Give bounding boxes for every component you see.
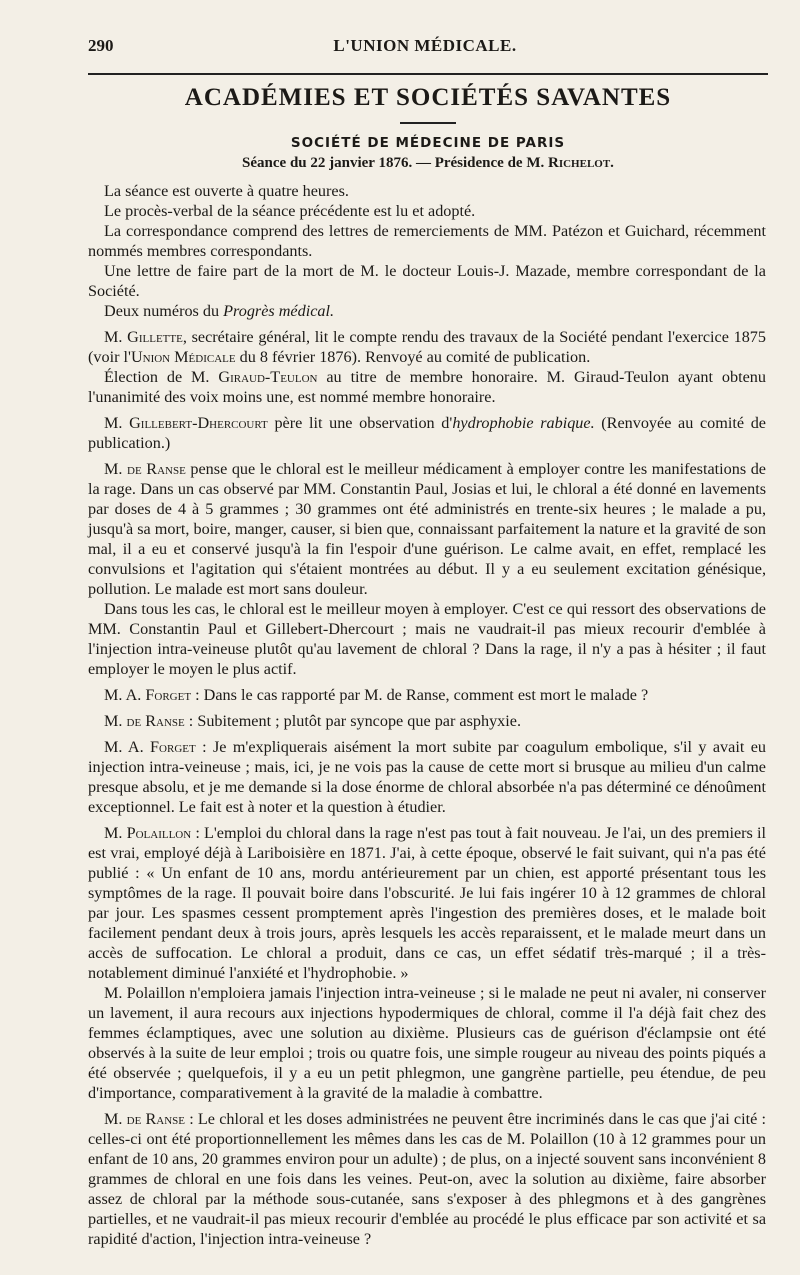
society-name: SOCIÉTÉ DE MÉDECINE DE PARIS <box>290 135 566 151</box>
text-run: M. <box>104 328 128 346</box>
paragraph-forget-1 <box>88 685 766 705</box>
observation-title: hydrophobie rabique. <box>452 414 595 432</box>
paragraph-opening: La séance est ouverte à quatre heures. <box>104 182 349 200</box>
speaker-name: de Ranse <box>127 460 186 478</box>
running-head <box>80 36 770 58</box>
text-run: M. A. <box>104 686 146 704</box>
paragraph-journals <box>88 301 766 321</box>
session-line <box>88 155 768 172</box>
paragraph-polaillon-2: M. Polaillon n'emploiera jamais l'injection intra-veineuse ; si le malade ne peut ni avaler, ni conserver un lavement, il aura recours aux injections hypodermiques de chloral, comme il l'a déjà fait chez des femmes éclamptiques, avec une solution au dixième. Plusieurs cas de guérison d'éclampsie ont été observés à la suite de leur emploi ; trois ou quatre fois, une simple rougeur au niveau des points piqués a été observée ; quelquefois, il y a eu un petit phlegmon, une gangrène partielle, peu étendue, de peu d'importance, comparativement à la gravité de la maladie à combattre. <box>88 984 766 1102</box>
paragraph-correspondence: La correspondance comprend des lettres de remerciements de MM. Patézon et Guichard, récemment nommés membres correspondants. <box>88 222 766 260</box>
paragraph-de-ranse-1 <box>88 459 766 599</box>
journal-name: Union Médicale <box>130 348 236 366</box>
text-run: : Dans le cas rapporté par M. de Ranse, comment est mort le malade ? <box>191 686 649 704</box>
paragraph-gillette <box>88 327 766 367</box>
text-run: M. <box>104 712 127 730</box>
paragraph-election <box>88 367 766 407</box>
speaker-name: Gillebert-Dhercourt <box>129 414 268 432</box>
text-run: (Renvoyée au comité de publication.) <box>88 414 766 452</box>
text-run: : Le chloral et les doses administrées ne peuvent être incriminés dans le cas que j'ai cité : celles-ci ont été proportionnellement les mêmes dans les cas de M. Polaillon (10 à 12 grammes pour un enfant de 10 ans, 20 grammes environ pour un adulte) ; de plus, on a injecté souvent sans inconvénient 8 grammes de chloral en une fois dans les veines. Peut-on, avec la solution au dixième, faire absorber assez de chloral par la méthode sous-cutanée, sans s'exposer à des phlegmons et à des gangrènes partielles, et ne vaudrait-il pas mieux recourir d'emblée au procédé le plus efficace par son activité et sa rapidité d'action, l'injection intra-veineuse ? <box>88 1110 766 1248</box>
minutes-text <box>88 181 766 1249</box>
journal-name: Progrès médical. <box>223 302 335 320</box>
text-run: M. A. <box>104 738 151 756</box>
text-run: , secrétaire général, lit le compte rendu des travaux de la Société pendant l'exercice 1875 (voir l' <box>88 328 766 366</box>
speaker-name: de Ranse <box>126 712 185 730</box>
text-run: M. <box>104 824 127 842</box>
speaker-name: Polaillon <box>126 824 192 842</box>
text-run: père lit une observation d' <box>267 414 453 432</box>
speaker-name: de Ranse <box>126 1110 186 1128</box>
paragraph-de-ranse-2: Dans tous les cas, le chloral est le meilleur moyen à employer. C'est ce qui ressort des observations de MM. Constantin Paul et Gillebert-Dhercourt ; mais ne vaudrait-il pas mieux recourir d'emblée à l'injection intra-veineuse plutôt qu'au lavement de chloral ? Dans la rage, il n'y a pas à hésiter ; il faut employer le moyen le plus actif. <box>88 600 766 678</box>
paragraph-de-ranse-3 <box>88 711 766 731</box>
text-run: au titre de membre honoraire. M. Giraud-Teulon ayant obtenu l'unanimité des voix moins une, est nommé membre honoraire. <box>88 368 766 406</box>
paragraph-de-ranse-4 <box>88 1109 766 1249</box>
paragraph-forget-2 <box>88 737 766 817</box>
title-rule <box>400 122 456 124</box>
section-title: ACADÉMIES ET SOCIÉTÉS SAVANTES <box>184 84 672 111</box>
text-run: M. <box>104 414 130 432</box>
text-run: Élection de M. <box>104 368 219 386</box>
text-run: M. <box>104 1110 127 1128</box>
journal-title: L'UNION MÉDICALE. <box>333 36 517 55</box>
text-run: M. <box>104 460 128 478</box>
header-rule <box>88 73 768 75</box>
paragraph-death-notice: Une lettre de faire part de la mort de M. le docteur Louis-J. Mazade, membre correspondant de la Société. <box>88 262 766 300</box>
member-name: Giraud-Teulon <box>218 368 318 386</box>
text-run: : Subitement ; plutôt par syncope que par asphyxie. <box>184 712 522 730</box>
paragraph-gillebert <box>88 413 766 453</box>
paragraph-minutes-adopted: Le procès-verbal de la séance précédente est lu et adopté. <box>104 202 476 220</box>
text-run: du 8 février 1876). Renvoyé au comité de publication. <box>235 348 591 366</box>
speaker-name: Gillette <box>127 328 183 346</box>
text-run: pense que le chloral est le meilleur médicament à employer contre les manifestations de la rage. Dans un cas observé par MM. Constantin Paul, Josias et lui, le chloral a été donné en lavements par doses de 4 à 5 grammes ; 30 grammes ont été administrés en trente-six heures ; le malade a pu, jusqu'à sa mort, boire, manger, causer, si bien que, connaissant parfaitement la nature et la gravité de son mal, il a eu et conservé jusqu'à la fin l'espoir d'une guérison. Le calme avait, en effet, remplacé les convulsions et l'agitation qui s'étaient montrées au début. Il y a eu seulement excitation génésique, pollution. Le malade est mort sans douleur. <box>88 460 766 598</box>
text-run: : Je m'expliquerais aisément la mort subite par coagulum embolique, s'il y avait eu injection intra-veineuse ; mais, ici, je ne vois pas la cause de cette mort si brusque au milieu d'un calme presque absolu, et je me demande si la dose énorme de chloral absorbée n'a pas déterminé ce dénoûment exceptionnel. Le fait est à noter et la question à étudier. <box>88 738 766 816</box>
speaker-name: Forget <box>150 738 196 756</box>
session-date: Séance du 22 janvier 1876. — Présidence de M. <box>242 155 548 171</box>
text-run: Deux numéros du <box>104 302 224 320</box>
president-name: Richelot. <box>548 155 614 171</box>
page-number: 290 <box>88 36 114 55</box>
text-run: : L'emploi du chloral dans la rage n'est pas tout à fait nouveau. Je l'ai, un des premiers il est vrai, employé déjà à Lariboisière en 1871. J'ai, à cette époque, observé le fait suivant, qui n'a pas été publié : « Un enfant de 10 ans, mordu antérieurement par un chien, est apporté présentant tous les symptômes de la rage. Il pouvait boire dans l'obscurité. Je lui fais ingérer 10 à 12 grammes de chloral par jour. Les spasmes cessent promptement après l'ingestion des premières doses, et le malade boit facilement pendant deux à trois jours, après lesquels les accès reparaissent, et le malade meurt dans un accès de suffocation. Le chloral a produit, dans ce cas, un effet sédatif très-marqué ; il a très-notablement diminué l'anxiété et l'hydrophobie. » <box>88 824 766 982</box>
paragraph-polaillon-1 <box>88 823 766 983</box>
speaker-name: Forget <box>145 686 192 704</box>
